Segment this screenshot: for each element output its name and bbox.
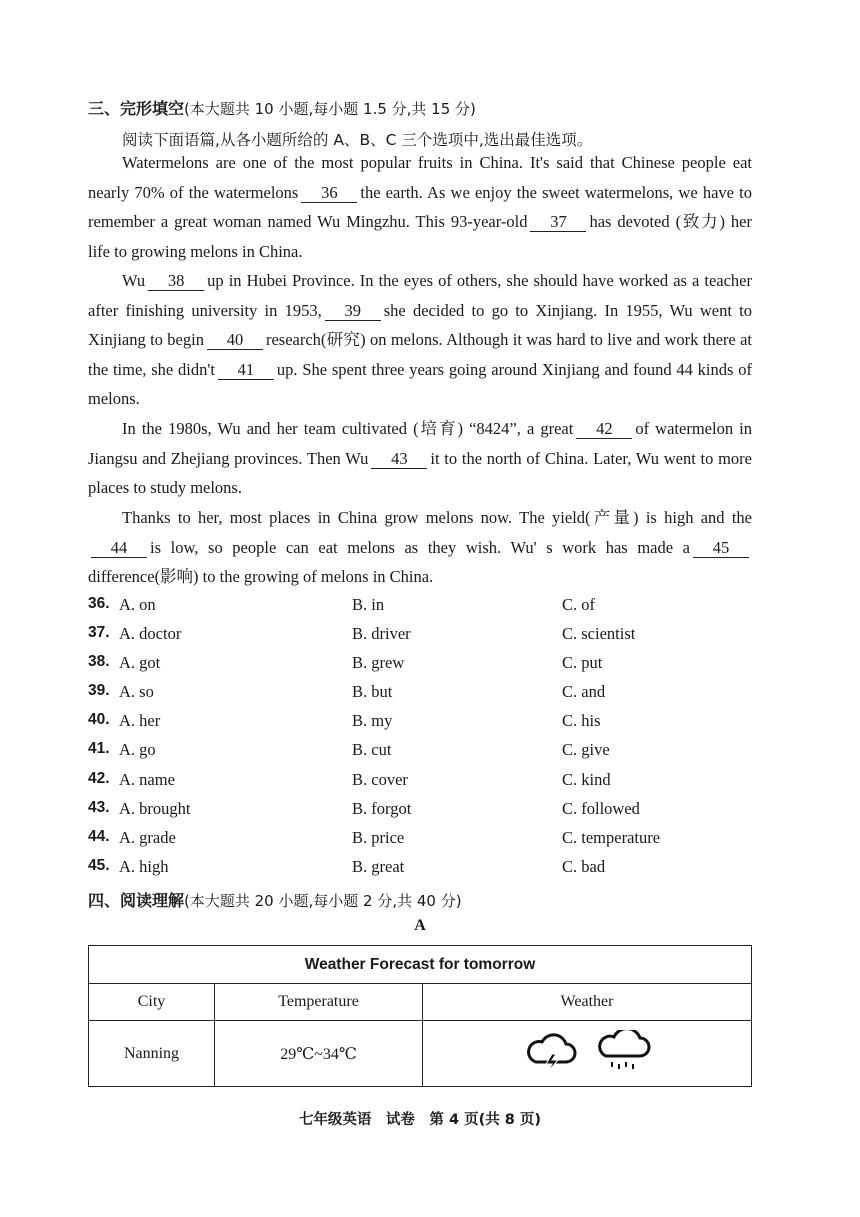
option-row xyxy=(88,854,788,883)
blank-37: 37 xyxy=(530,213,586,232)
option-a: A. so xyxy=(119,682,154,702)
option-row xyxy=(88,650,788,679)
option-c: C. of xyxy=(562,595,595,614)
header-weather: Weather xyxy=(423,984,752,1021)
option-b: B. but xyxy=(352,682,393,702)
blank-36: 36 xyxy=(301,184,357,203)
option-a: A. high xyxy=(119,856,169,876)
option-a: A. grade xyxy=(119,827,176,847)
section-3-title: 三、完形填空 xyxy=(88,99,185,118)
cell-temperature: 29℃~34℃ xyxy=(215,1021,423,1087)
weather-forecast-table xyxy=(88,945,752,1087)
question-number: 43. xyxy=(88,798,110,816)
option-row xyxy=(88,825,788,854)
passage-text: the earth. As we enjoy the sweet watermelons, we have to remember a great woman named Wu Mingzhu. This 93-year-old xyxy=(88,182,752,231)
cell-weather xyxy=(423,1021,752,1087)
section-4-heading xyxy=(88,888,462,911)
option-b: B. cut xyxy=(352,740,392,760)
passage-text: Thanks to her, most places in China grow melons now. The yield(产量) is high and the xyxy=(122,508,752,527)
option-a: A. on xyxy=(119,595,156,614)
question-number: 42. xyxy=(88,769,110,787)
passage-text: difference(影响) to the growing of melons in China. xyxy=(88,567,434,586)
section-4-subtitle: (本大题共 20 小题,每小题 2 分,共 40 分) xyxy=(184,892,462,910)
option-b: B. forgot xyxy=(352,798,412,818)
option-c: C. his xyxy=(562,711,601,731)
blank-45: 45 xyxy=(693,539,749,558)
option-row xyxy=(88,737,788,766)
option-row xyxy=(88,767,788,796)
blank-39: 39 xyxy=(325,302,381,321)
options-list xyxy=(88,592,788,883)
option-c: C. kind xyxy=(562,769,611,789)
cell-city: Nanning xyxy=(89,1021,215,1087)
passage-text: up. She spent three years going around Xinjiang and found 44 kinds of melons. xyxy=(88,359,752,408)
passage-text: Wu xyxy=(122,271,146,290)
option-row xyxy=(88,679,788,708)
option-c: C. and xyxy=(562,682,606,702)
option-a: A. her xyxy=(119,711,161,731)
section-3-subtitle: (本大题共 10 小题,每小题 1.5 分,共 15 分) xyxy=(184,100,476,118)
question-number: 37. xyxy=(88,624,110,642)
passage-paragraph-2 xyxy=(88,266,752,414)
passage-text: of watermelon in Jiangsu and Zhejiang provinces. Then Wu xyxy=(88,419,752,468)
option-a: A. go xyxy=(119,740,156,760)
blank-43: 43 xyxy=(371,450,427,469)
option-row xyxy=(88,708,788,737)
thunderstorm-icon xyxy=(522,1032,580,1072)
option-b: B. driver xyxy=(352,624,411,644)
option-b: B. my xyxy=(352,711,393,731)
option-a: A. name xyxy=(119,769,175,789)
table-caption: Weather Forecast for tomorrow xyxy=(89,946,752,984)
blank-41: 41 xyxy=(218,361,274,380)
passage-text: it to the north of China. Later, Wu went to more places to study melons. xyxy=(88,448,752,497)
option-a: A. doctor xyxy=(119,624,182,644)
blank-44: 44 xyxy=(91,539,147,558)
section-3-heading xyxy=(88,96,476,119)
passage-text: Watermelons are one of the most popular fruits in China. It's said that Chinese people eat nearly 70% of the watermelons xyxy=(88,153,752,202)
question-number: 45. xyxy=(88,856,110,874)
passage-paragraph-4 xyxy=(88,503,752,592)
part-label: A xyxy=(414,917,426,934)
header-temperature: Temperature xyxy=(215,984,423,1021)
option-b: B. in xyxy=(352,595,385,614)
option-c: C. temperature xyxy=(562,827,661,847)
question-number: 38. xyxy=(88,653,110,671)
header-city: City xyxy=(89,984,215,1021)
passage-text: In the 1980s, Wu and her team cultivated (培育) “8424”, a great xyxy=(122,419,574,438)
section-3-instruction: 阅读下面语篇,从各小题所给的 A、B、C 三个选项中,选出最佳选项。 xyxy=(122,131,593,149)
section-4-title: 四、阅读理解 xyxy=(88,891,185,910)
option-c: C. followed xyxy=(562,798,640,818)
option-c: C. put xyxy=(562,653,603,673)
passage-text: is low, so people can eat melons as they wish. Wu' s work has made a xyxy=(150,537,690,557)
passage-text: up in Hubei Province. In the eyes of others, she should have worked as a teacher after finishing university in 1953, xyxy=(88,271,752,320)
option-a: A. brought xyxy=(119,798,191,818)
passage-text: research(研究) on melons. Although it was hard to live and work there at the time, she didn't xyxy=(88,330,753,379)
option-b: B. cover xyxy=(352,769,408,789)
question-number: 44. xyxy=(88,827,110,845)
passage-text: has devoted (致力) her life to growing melons in China. xyxy=(88,212,752,261)
option-row xyxy=(88,621,788,650)
question-number: 39. xyxy=(88,682,110,700)
option-b: B. price xyxy=(352,827,405,847)
blank-38: 38 xyxy=(148,272,204,291)
option-b: B. great xyxy=(352,856,405,876)
option-a: A. got xyxy=(119,653,161,673)
option-c: C. scientist xyxy=(562,624,636,644)
option-row xyxy=(88,592,788,621)
option-b: B. grew xyxy=(352,653,405,673)
blank-40: 40 xyxy=(207,331,263,350)
blank-42: 42 xyxy=(576,420,632,439)
option-row xyxy=(88,796,788,825)
passage-paragraph-3 xyxy=(88,414,752,503)
passage-text: she decided to go to Xinjiang. In 1955, Wu went to Xinjiang to begin xyxy=(88,300,752,349)
question-number: 36. xyxy=(88,595,110,612)
passage-paragraph-1 xyxy=(88,148,752,266)
question-number: 40. xyxy=(88,711,110,729)
option-c: C. bad xyxy=(562,856,606,876)
option-c: C. give xyxy=(562,740,610,760)
page-footer: 七年级英语 试卷 第 4 页(共 8 页) xyxy=(298,1112,542,1128)
rain-icon xyxy=(594,1030,652,1074)
question-number: 41. xyxy=(88,740,110,758)
